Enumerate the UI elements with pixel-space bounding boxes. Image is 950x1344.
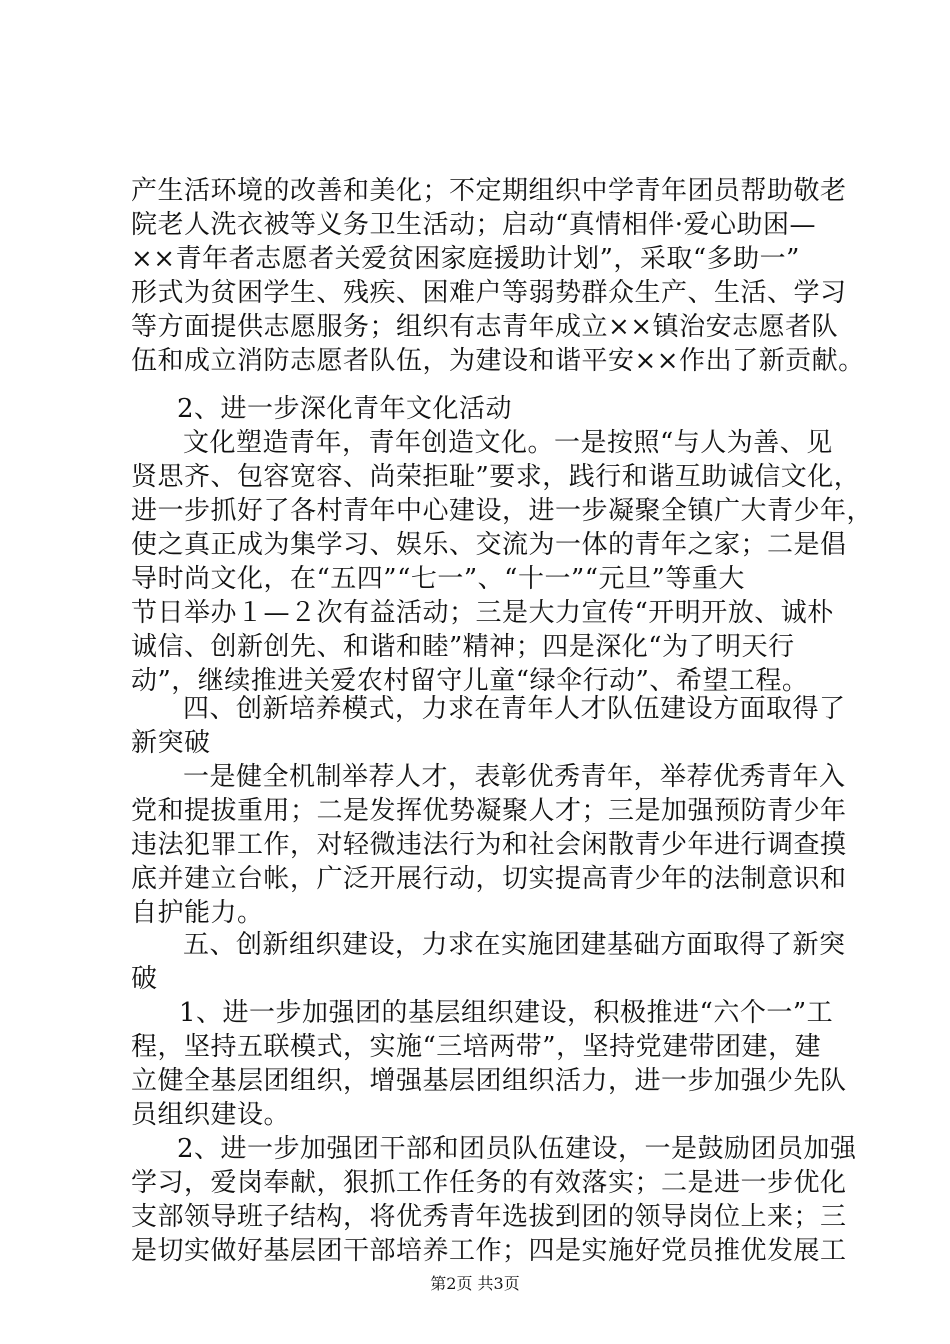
- body-line: 节日举办１—２次有益活动；三是大力宣传“开明开放、诚朴: [131, 598, 834, 628]
- paragraph-start-line: 2、进一步加强团干部和团员队伍建设，一是鼓励团员加强: [177, 1134, 857, 1164]
- body-line: 进一步抓好了各村青年中心建设，进一步凝聚全镇广大青少年，: [131, 496, 874, 526]
- body-line: 院老人洗衣被等义务卫生活动；启动“真情相伴·爱心助困—: [131, 210, 817, 240]
- body-line: 诚信、创新创先、和谐和睦”精神；四是深化“为了明天行: [131, 632, 795, 662]
- paragraph-start-line: 一是健全机制举荐人才，表彰优秀青年，举荐优秀青年入: [183, 762, 846, 792]
- body-line: 程，坚持五联模式，实施“三培两带”，坚持党建带团建，建: [131, 1032, 822, 1062]
- body-line: 产生活环境的改善和美化；不定期组织中学青年团员帮助敬老: [131, 176, 847, 206]
- body-line: 违法犯罪工作，对轻微违法行为和社会闲散青少年进行调查摸: [131, 830, 847, 860]
- body-line: 党和提拔重用；二是发挥优势凝聚人才；三是加强预防青少年: [131, 796, 847, 826]
- body-line: ××青年者志愿者关爱贫困家庭援助计划”，采取“多助一”: [131, 244, 800, 274]
- body-line: 伍和成立消防志愿者队伍，为建设和谐平安××作出了新贡献。: [131, 346, 865, 376]
- body-line: 形式为贫困学生、残疾、困难户等弱势群众生产、生活、学习: [131, 278, 847, 308]
- section-heading-continuation: 破: [131, 964, 158, 994]
- body-line: 动”，继续推进关爱农村留守儿童“绿伞行动”、希望工程。: [131, 666, 809, 696]
- paragraph-start-line: 文化塑造青年，青年创造文化。一是按照“与人为善、见: [183, 428, 833, 458]
- body-line: 支部领导班子结构，将优秀青年选拔到团的领导岗位上来；三: [131, 1202, 847, 1232]
- body-line: 是切实做好基层团干部培养工作；四是实施好党员推优发展工: [131, 1236, 847, 1266]
- body-line: 员组织建设。: [131, 1100, 291, 1130]
- body-line: 底并建立台帐，广泛开展行动，切实提高青少年的法制意识和: [131, 864, 847, 894]
- body-line: 导时尚文化，在“五四”“七一”、“十一”“元旦”等重大: [131, 564, 745, 594]
- page-number-footer: 第2页 共3页: [430, 1274, 520, 1293]
- body-line: 等方面提供志愿服务；组织有志青年成立××镇治安志愿者队: [131, 312, 839, 342]
- section-heading-continuation: 新突破: [131, 728, 211, 758]
- section-heading: 2、进一步深化青年文化活动: [177, 394, 513, 424]
- body-line: 立健全基层团组织，增强基层团组织活力，进一步加强少先队: [131, 1066, 847, 1096]
- body-line: 自护能力。: [131, 898, 264, 928]
- body-line: 贤思齐、包容宽容、尚荣拒耻”要求，践行和谐互助诚信文化，: [131, 462, 861, 492]
- body-line: 学习，爱岗奉献，狠抓工作任务的有效落实；二是进一步优化: [131, 1168, 847, 1198]
- section-heading: 五、创新组织建设，力求在实施团建基础方面取得了新突: [183, 930, 846, 960]
- paragraph-start-line: 1、进一步加强团的基层组织建设，积极推进“六个一”工: [179, 998, 834, 1028]
- body-line: 使之真正成为集学习、娱乐、交流为一体的青年之家；二是倡: [131, 530, 847, 560]
- section-heading: 四、创新培养模式，力求在青年人才队伍建设方面取得了: [183, 694, 846, 724]
